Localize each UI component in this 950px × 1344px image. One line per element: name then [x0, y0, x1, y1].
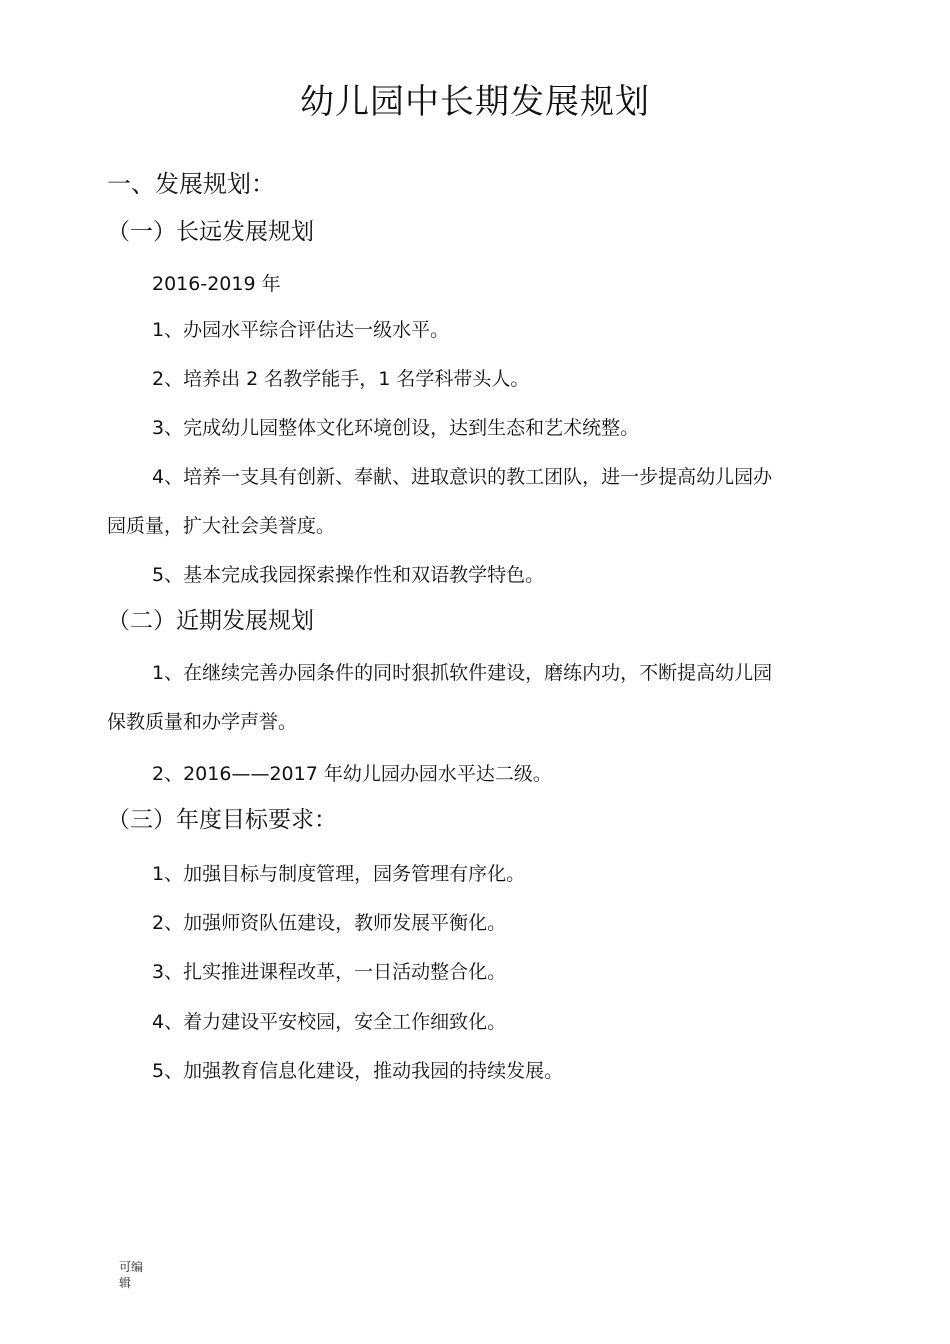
short-term-item-2	[107, 762, 847, 786]
annual-goal-item-5-text: 5、加强教育信息化建设，推动我园的持续发展。	[152, 1060, 564, 1082]
annual-goal-item-3	[107, 960, 847, 984]
document-title: 幼儿园中长期发展规划	[300, 82, 650, 122]
annual-goal-item-4-text: 4、着力建设平安校园，安全工作细致化。	[152, 1011, 507, 1033]
section-heading-development-plan: 一、发展规划：	[107, 170, 275, 198]
annual-goal-item-2-text: 2、加强师资队伍建设，教师发展平衡化。	[152, 912, 507, 934]
long-term-item-1-text: 1、办园水平综合评估达一级水平。	[152, 319, 450, 341]
long-term-item-4	[107, 465, 847, 538]
subsection-heading-long-term: （一）长远发展规划	[107, 219, 314, 245]
annual-goal-item-5	[107, 1059, 847, 1083]
annual-goal-item-4	[107, 1010, 847, 1034]
subsection-heading-annual-goals: （三）年度目标要求：	[107, 807, 337, 833]
long-term-item-4-continuation: 园质量，扩大社会美誉度。	[107, 515, 336, 537]
footer-editable-note: 可编辑	[119, 1260, 144, 1290]
long-term-item-2	[107, 367, 847, 391]
short-term-item-1	[107, 661, 847, 734]
year-range-text: 2016-2019 年	[152, 273, 281, 295]
long-term-item-5	[107, 563, 847, 587]
annual-goal-item-2	[107, 911, 847, 935]
short-term-item-1-text: 1、在继续完善办园条件的同时狠抓软件建设，磨练内功，不断提高幼儿园	[152, 662, 773, 684]
long-term-item-3	[107, 416, 847, 440]
short-term-item-2-text: 2、2016——2017 年幼儿园办园水平达二级。	[152, 763, 552, 785]
long-term-item-5-text: 5、基本完成我园探索操作性和双语教学特色。	[152, 564, 545, 586]
long-term-item-1	[107, 318, 847, 342]
long-term-item-4-text: 4、培养一支具有创新、奉献、进取意识的教工团队，进一步提高幼儿园办	[152, 466, 773, 488]
annual-goal-item-1-text: 1、加强目标与制度管理，园务管理有序化。	[152, 863, 526, 885]
annual-goal-item-3-text: 3、扎实推进课程改革，一日活动整合化。	[152, 961, 507, 983]
long-term-item-3-text: 3、完成幼儿园整体文化环境创设，达到生态和艺术统整。	[152, 417, 640, 439]
subsection-heading-short-term: （二）近期发展规划	[107, 608, 314, 634]
annual-goal-item-1	[107, 862, 847, 886]
short-term-item-1-continuation: 保教质量和办学声誉。	[107, 711, 298, 733]
year-range	[107, 272, 847, 296]
long-term-item-2-text: 2、培养出 2 名教学能手，1 名学科带头人。	[152, 368, 530, 390]
